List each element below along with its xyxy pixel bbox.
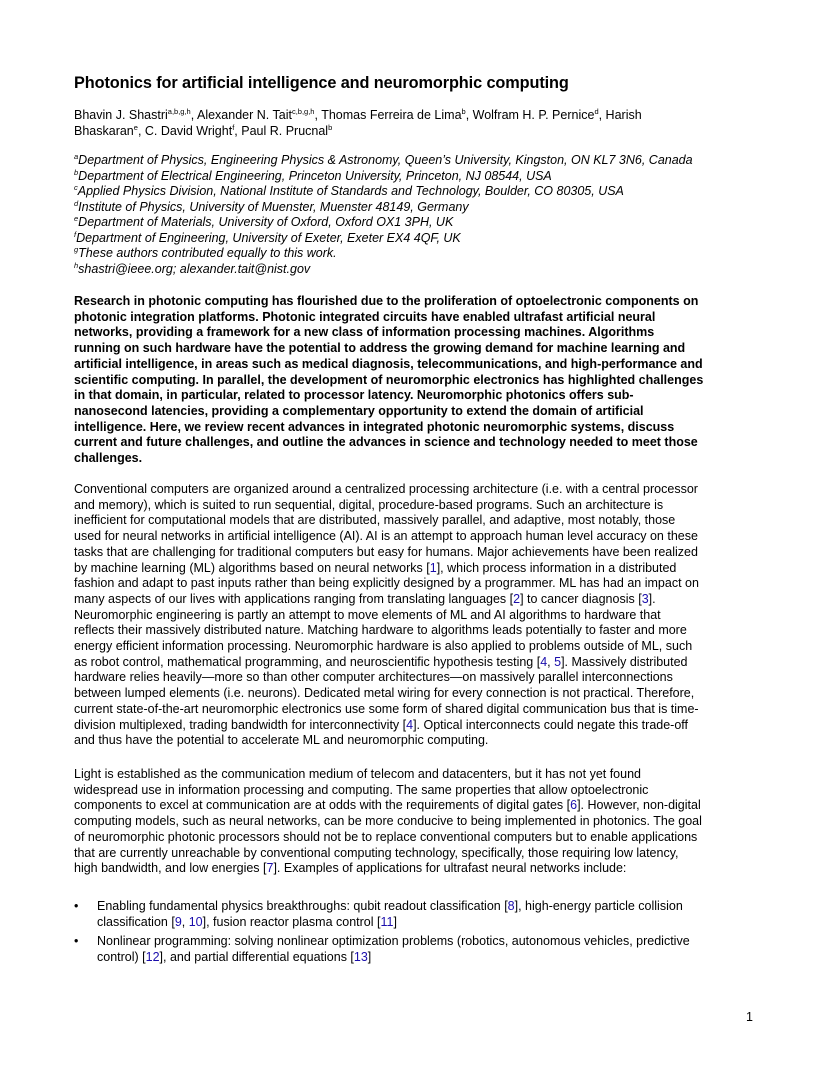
- affiliation-list: [74, 153, 693, 277]
- text-run: used for neural networks in artificial intelligence (AI). AI is an attempt to approach human level accuracy on these: [74, 529, 698, 544]
- text-line: [74, 830, 762, 846]
- text-run: Nonlinear programming: solving nonlinear optimization problems (robotics, autonomous vehicles, predictive: [97, 934, 690, 949]
- abstract-line: networks, providing a framework for a new class of information processing machines. Algorithms: [74, 325, 655, 340]
- affiliation-item: [74, 153, 693, 169]
- affiliation-text: Applied Physics Division, National Institute of Standards and Technology, Boulder, CO 80305, USA: [77, 184, 624, 198]
- affiliation-text: shastri@ieee.org; alexander.tait@nist.gov: [78, 261, 311, 276]
- affiliation-item: [74, 184, 693, 200]
- affiliation-marker: d: [74, 198, 79, 208]
- text-run: ], fusion reactor plasma control [: [202, 914, 381, 929]
- citation-link[interactable]: 13: [353, 950, 368, 965]
- citation-link[interactable]: 12: [145, 950, 160, 965]
- text-line: [74, 686, 762, 702]
- author-name: Bhavin J. Shastri: [74, 108, 168, 122]
- text-run: computing models, such as neural networks, can be more conducive to being implemented in photonics. The goal: [74, 814, 702, 829]
- text-run: many aspects of our lives with applications ranging from translating languages [: [74, 591, 514, 606]
- citation-link[interactable]: 4: [540, 654, 548, 669]
- text-run: ], high-energy particle collision: [514, 899, 683, 913]
- text-line: [74, 798, 762, 814]
- text-run: ]. Optical interconnects could negate this trade-off: [413, 717, 689, 732]
- text-run: ], and partial differential equations [: [159, 950, 354, 965]
- affiliation-text: Department of Physics, Engineering Physics & Astronomy, Queen’s University, Kingston, ON KL7 3N6, Canada: [78, 153, 693, 167]
- affiliation-marker: g: [74, 245, 79, 254]
- text-line: [74, 783, 762, 799]
- citation-link[interactable]: 8: [507, 899, 515, 913]
- author-list: [74, 107, 642, 139]
- text-run: division multiplexed, trading bandwidth for interconnectivity [: [74, 717, 407, 732]
- text-run: between lumped elements (i.e. neurons). Dedicated metal wiring for every connection is not practical. Therefore,: [74, 686, 695, 701]
- affiliation-marker: e: [74, 214, 79, 223]
- abstract-line: scientific computing. In parallel, the development of neuromorphic electronics has highlighted challenges: [74, 372, 704, 387]
- text-line: [74, 498, 762, 514]
- text-run: Neuromorphic engineering is partly an attempt to move elements of ML and AI algorithms to hardware that: [74, 607, 661, 622]
- body-paragraph-1: [74, 482, 762, 749]
- abstract-line: challenges.: [74, 451, 143, 466]
- bullet-item: [74, 934, 764, 965]
- author-affiliation-marker: d: [594, 107, 599, 116]
- text-line: [74, 814, 762, 830]
- citation-link[interactable]: 6: [570, 798, 578, 813]
- text-line: [97, 915, 764, 931]
- text-run: ]. However, non-digital: [577, 798, 701, 813]
- paper-title: Photonics for artificial intelligence and neuromorphic computing: [74, 74, 569, 92]
- text-line: [74, 545, 762, 561]
- text-run: as robot control, mathematical programming, and neuroscientific hypothesis testing [: [74, 654, 541, 669]
- affiliation-marker: f: [74, 229, 77, 239]
- text-run: ] to cancer diagnosis [: [520, 591, 642, 606]
- text-run: and thus have the potential to accelerate ML and neuromorphic computing.: [74, 733, 489, 748]
- citation-link[interactable]: 7: [266, 861, 274, 876]
- text-line: [97, 950, 764, 966]
- text-run: ]: [393, 914, 397, 929]
- abstract-line: running on such hardware have the potential to address the growing demand for machine learning and: [74, 341, 686, 356]
- text-run: energy efficient information processing. Neuromorphic hardware is also applied to problems outside of ML, such: [74, 639, 693, 654]
- text-run: by machine learning (ML) algorithms based on neural networks [: [74, 560, 430, 575]
- bullet-icon: •: [74, 934, 79, 949]
- abstract-line: in that domain, in particular, related to processor latency. Neuromorphic photonics offers sub-: [74, 388, 634, 403]
- text-run: hardware relies heavily—more so than other computer architectures—on massively parallel interconnections: [74, 670, 673, 685]
- bullet-icon: •: [74, 899, 79, 913]
- text-run: reflects their massively distributed nature. Matching hardware to algorithms leads potentially to faster and more: [74, 623, 687, 638]
- text-run: Conventional computers are organized around a centralized processing architecture (i.e. with a central processor: [74, 482, 698, 496]
- abstract-line: nanosecond latencies, providing a complementary opportunity to extend the domain of artificial: [74, 403, 644, 418]
- text-line: [74, 623, 762, 639]
- affiliation-item: [74, 262, 693, 278]
- text-run: fashion and adapt to past inputs rather than being explicitly designed by a programmer. ML has had an impact on: [74, 576, 699, 591]
- text-run: ,: [547, 654, 555, 669]
- text-run: ]. Massively distributed: [561, 654, 688, 669]
- text-line: [74, 733, 762, 749]
- affiliation-item: [74, 231, 693, 247]
- text-run: Light is established as the communication medium of telecom and datacenters, but it has not yet found: [74, 767, 641, 781]
- author-affiliation-marker: b: [461, 107, 466, 116]
- text-line: [74, 639, 762, 655]
- text-line: [74, 846, 762, 862]
- text-line: [74, 702, 762, 718]
- text-run: ]: [367, 950, 372, 965]
- text-line: [74, 670, 762, 686]
- author-affiliation-marker: f: [232, 123, 235, 132]
- text-line: [74, 608, 762, 624]
- abstract-line: artificial intelligence, in areas such as medical diagnosis, telecommunications, and high-performance and: [74, 356, 703, 371]
- text-line: [74, 655, 762, 671]
- author-line-1: [74, 107, 642, 123]
- bullet-item: [74, 899, 764, 930]
- affiliation-text: Department of Materials, University of Oxford, Oxford OX1 3PH, UK: [78, 215, 454, 229]
- citation-link[interactable]: 1: [429, 560, 437, 575]
- abstract-line: intelligence. Here, we review recent advances in integrated photonic neuromorphic systems, discuss: [74, 419, 675, 434]
- abstract-line: Research in photonic computing has flourished due to the proliferation of optoelectronic components on: [74, 294, 699, 308]
- page-number: 1: [746, 1010, 753, 1024]
- author-name: , Wolfram H. P. Pernice: [465, 108, 595, 122]
- text-line: [74, 482, 762, 498]
- text-line: [74, 861, 762, 877]
- text-run: ], which process information in a distributed: [436, 560, 677, 575]
- text-line: [74, 561, 762, 577]
- citation-link[interactable]: 3: [641, 591, 649, 606]
- author-name: , Alexander N. Tait: [190, 108, 292, 122]
- text-run: inefficient for computational models that are distributed, massively parallel, and adaptive, most notably, those: [74, 513, 676, 528]
- abstract: [74, 294, 759, 467]
- citation-link[interactable]: 2: [513, 591, 521, 606]
- affiliation-marker: b: [74, 167, 79, 177]
- text-line: [74, 767, 762, 783]
- affiliation-text: Institute of Physics, University of Muenster, Muenster 48149, Germany: [78, 199, 469, 214]
- text-run: classification [: [97, 914, 175, 929]
- author-name: , Paul R. Prucnal: [234, 124, 329, 138]
- affiliation-marker: h: [74, 260, 79, 270]
- affiliation-text: Department of Engineering, University of Exeter, Exeter EX4 4QF, UK: [76, 230, 461, 245]
- text-run: ].: [648, 591, 656, 606]
- affiliation-item: [74, 246, 693, 262]
- text-run: and memory), which is suited to run sequential, digital, procedure-based programs. Such an architecture is: [74, 497, 664, 512]
- text-line: [97, 899, 764, 915]
- text-run: ]. Examples of applications for ultrafast neural networks include:: [273, 861, 627, 876]
- body-paragraph-2: [74, 767, 762, 877]
- abstract-line: photonic integration platforms. Photonic integrated circuits have enabled ultrafast artificial neural: [74, 309, 656, 324]
- text-line: [74, 529, 762, 545]
- author-name: Bhaskaran: [74, 124, 134, 138]
- text-line: [97, 934, 764, 950]
- affiliation-item: [74, 200, 693, 216]
- text-line: [74, 718, 762, 734]
- abstract-line: current and future challenges, and outline the advances in science and technology needed to meet those: [74, 435, 698, 450]
- text-run: control) [: [97, 950, 146, 965]
- author-name: , Harish: [598, 108, 642, 122]
- citation-link[interactable]: 9: [174, 914, 182, 929]
- affiliation-item: [74, 169, 693, 185]
- bullet-list: [74, 899, 764, 970]
- text-run: that are currently unreachable by conventional computing technology, specifically, those requiring low latency,: [74, 845, 679, 860]
- text-line: [74, 513, 762, 529]
- citation-link[interactable]: 4: [406, 717, 414, 732]
- text-run: of neuromorphic photonic processors should not be to replace conventional computers but to enable applications: [74, 829, 698, 844]
- text-run: ,: [181, 914, 189, 929]
- text-line: [74, 592, 762, 608]
- text-run: current state-of-the-art neuromorphic electronics use some form of shared digital communication bus that is time-: [74, 701, 699, 716]
- bullet-text: [97, 899, 764, 930]
- text-run: Enabling fundamental physics breakthroughs: qubit readout classification [: [97, 899, 508, 913]
- bullet-text: [97, 934, 764, 965]
- text-line: [74, 576, 762, 592]
- author-affiliation-marker: a,b,g,h: [167, 107, 191, 116]
- text-run: tasks that are challenging for traditional computers but easy for humans. Major achievements have been realized: [74, 544, 698, 559]
- text-run: components to excel at communication are at odds with the requirements of digital gates [: [74, 798, 571, 813]
- affiliation-text: These authors contributed equally to this work.: [78, 246, 337, 260]
- author-affiliation-marker: b: [328, 123, 333, 132]
- author-name: , Thomas Ferreira de Lima: [314, 108, 462, 122]
- author-name: , C. David Wright: [137, 124, 233, 138]
- affiliation-marker: a: [74, 152, 79, 161]
- author-affiliation-marker: c,b,g,h: [291, 107, 315, 116]
- affiliation-text: Department of Electrical Engineering, Princeton University, Princeton, NJ 08544, USA: [78, 168, 552, 183]
- citation-link[interactable]: 10: [188, 914, 203, 929]
- citation-link[interactable]: 5: [554, 654, 562, 669]
- citation-link[interactable]: 11: [380, 914, 394, 929]
- author-affiliation-marker: e: [133, 123, 138, 132]
- affiliation-item: [74, 215, 693, 231]
- affiliation-marker: c: [74, 183, 78, 192]
- author-line-2: [74, 123, 642, 139]
- text-run: high bandwidth, and low energies [: [74, 861, 267, 876]
- text-run: widespread use in information processing and computing. The same properties that allow optoelectronic: [74, 782, 649, 797]
